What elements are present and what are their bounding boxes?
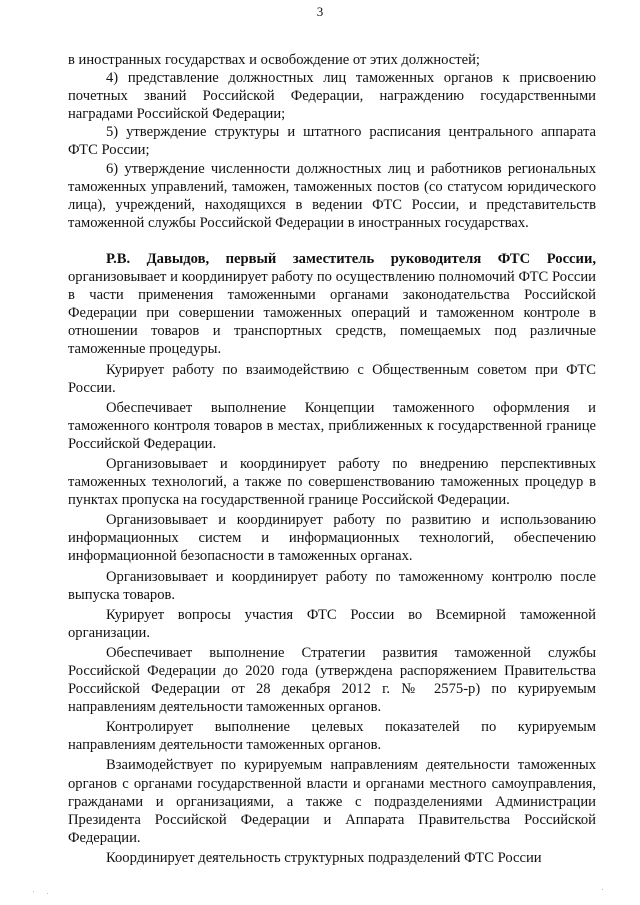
document-body: [68, 51, 596, 867]
scan-speck: [33, 891, 34, 892]
paragraph-item-4: 4) представление должностных лиц таможенных органов к присвоению почетных званий Российской Федерации, награждению государственными наградами Российской Федерации;: [68, 70, 596, 123]
paragraph-item-5: 5) утверждение структуры и штатного расписания центрального аппарата ФТС России;: [68, 124, 596, 159]
duty-paragraph: Обеспечивает выполнение Концепции таможенного оформления и таможенного контроля товаров в местах, приближенных к государственной границе Российской Федерации.: [68, 399, 596, 452]
duty-paragraph: Организовывает и координирует работу по внедрению перспективных таможенных технологий, а также по совершенствованию таможенных процедур в пунктах пропуска на государственной границе Российской Федерации.: [68, 455, 596, 509]
deputy-intro-paragraph: [68, 250, 596, 359]
scan-speck: [602, 889, 603, 890]
duty-paragraph: Координирует деятельность структурных подразделений ФТС России: [106, 849, 542, 866]
duty-paragraph: Обеспечивает выполнение Стратегии развития таможенной службы Российской Федерации до 2020 года (утверждена распоряжением Правительства Российской Федерации от 28 декабря 2012 г. № 2575-р) по курируемым направлениям деятельности таможенных органов.: [68, 644, 596, 716]
paragraph-item-6: 6) утверждение численности должностных лиц и работников региональных таможенных управлений, таможен, таможенных постов (со статусом юридического лица), учреждений, находящихся в ведении ФТС России, и представительств таможенной службы Российской Федерации в иностранных государствах.: [68, 160, 596, 231]
duty-paragraph: Организовывает и координирует работу по таможенному контролю после выпуска товаров.: [68, 568, 596, 603]
duty-paragraph: Организовывает и координирует работу по развитию и использованию информационных систем и информационных технологий, обеспечению информационной безопасности в таможенных органах.: [68, 512, 596, 565]
duty-paragraph: Курирует работу по взаимодействию с Общественным советом при ФТС России.: [68, 361, 596, 396]
duty-paragraph: Курирует вопросы участия ФТС России во Всемирной таможенной организации.: [68, 606, 596, 641]
paragraph-continuation: в иностранных государствах и освобождение от этих должностей;: [68, 52, 480, 68]
page-number: 3: [316, 4, 324, 19]
scan-speck: [47, 893, 48, 894]
duty-paragraph: Взаимодействует по курируемым направлениям деятельности таможенных органов с органами государственной власти и органами местного самоуправления, гражданами и организациями, а также с подразделениями Администрации Президента Российской Федерации и Аппарата Правительства Российской Федерации.: [68, 757, 596, 846]
duty-paragraph: Контролирует выполнение целевых показателей по курируемым направлениям деятельности таможенных органов.: [68, 719, 596, 754]
deputy-intro-text: организовывает и координирует работу по осуществлению полномочий ФТС России в части применения таможенными органами законодательства Российской Федерации при совершении таможенных операций и таможенном контроле в отношении товаров и транспортных средств, помещаемых под различные таможенные процедуры.: [68, 269, 596, 358]
deputy-name-title: Р.В. Давыдов, первый заместитель руководителя ФТС России,: [106, 250, 596, 267]
